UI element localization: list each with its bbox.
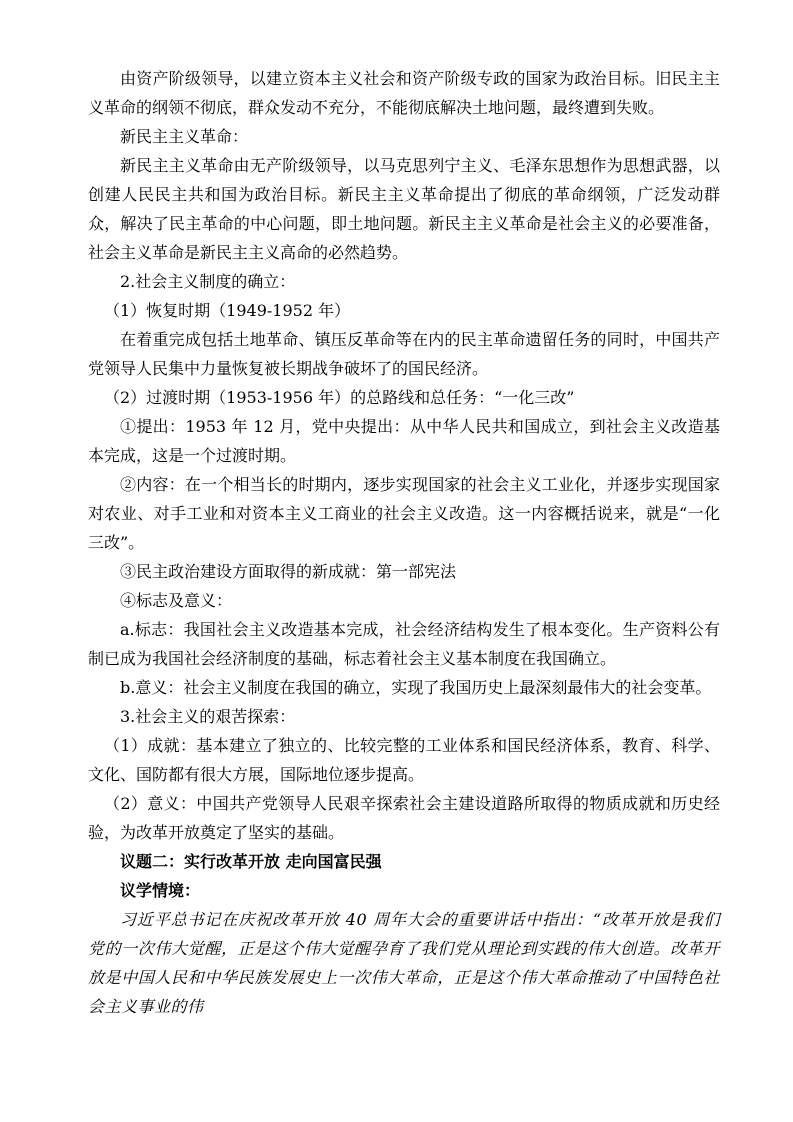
quote-paragraph: 习近平总书记在庆祝改革开放 40 周年大会的重要讲话中指出：“改革开放是我们党的一次伟大觉醒，正是这个伟大觉醒孕育了我们党从理论到实践的伟大创造。改革开放是中国人民和中华民族发展史上一次伟大革命，正是这个伟大革命推动了中国特色社会主义事业的伟: [88, 910, 720, 1016]
paragraph-significance: （2）意义：中国共产党领导人民艰辛探索社会主建设道路所取得的物质成就和历史经验，为改革开放奠定了坚实的基础。: [88, 794, 720, 842]
paragraph-meaning: b.意义：社会主义制度在我国的确立，实现了我国历史上最深刻最伟大的社会变革。: [120, 678, 712, 697]
paragraph-new-democratic-heading: 新民主主义革命：: [120, 127, 249, 146]
paragraph-constitution: ③民主政治建设方面取得的新成就：第一部宪法: [120, 562, 457, 581]
subheading-recovery-period: （1）恢复时期（1949-1952 年）: [104, 301, 351, 320]
document-body: [88, 64, 720, 1021]
paragraph-sign: a.标志：我国社会主义改造基本完成，社会经济结构发生了根本变化。生产资料公有制已成为我国社会经济制度的基础，标志着社会主义基本制度在我国确立。: [88, 620, 720, 668]
section-heading-exploration: 3.社会主义的艰苦探索：: [120, 707, 296, 726]
paragraph-content: ②内容：在一个相当长的时期内，逐步实现国家的社会主义工业化，并逐步实现国家对农业、对手工业和对资本主义工商业的社会主义改造。这一内容概括说来，就是“一化三改”。: [88, 475, 720, 552]
paragraph-new-democratic-revolution: 新民主主义革命由无产阶级领导，以马克思列宁主义、毛泽东思想作为思想武器，以创建人民民主共和国为政治目标。新民主主义革命提出了彻底的革命纲领，广泛发动群众，解决了民主革命的中心问题，即土地问题。新民主主义革命是社会主义的必要准备，社会主义革命是新民主主义高命的必然趋势。: [88, 156, 720, 262]
paragraph-recovery-period: 在着重完成包括土地革命、镇压反革命等在内的民主革命遗留任务的同时，中国共产党领导人民集中力量恢复被长期战争破坏了的国民经济。: [88, 330, 720, 378]
paragraph-achievements: （1）成就：基本建立了独立的、比较完整的工业体系和国民经济体系，教育、科学、文化、国防都有很大方展，国际地位逐步提高。: [88, 736, 720, 784]
paragraph-proposal: ①提出：1953 年 12 月，党中央提出：从中华人民共和国成立，到社会主义改造基本完成，这是一个过渡时期。: [88, 417, 720, 465]
study-situation-heading: 议学情境：: [120, 881, 201, 900]
paragraph-old-democratic-revolution: 由资产阶级领导，以建立资本主义社会和资产阶级专政的国家为政治目标。旧民主主义革命的纲领不彻底，群众发动不充分，不能彻底解决土地问题，最终遭到失败。: [88, 69, 720, 117]
topic-two-heading: 议题二：实行改革开放 走向国富民强: [120, 852, 382, 871]
paragraph-sign-and-meaning: ④标志及意义：: [120, 591, 233, 610]
subheading-transition-period: （2）过渡时期（1953-1956 年）的总路线和总任务：“一化三改”: [104, 388, 575, 407]
section-heading-socialist-system: 2.社会主义制度的确立：: [120, 272, 296, 291]
